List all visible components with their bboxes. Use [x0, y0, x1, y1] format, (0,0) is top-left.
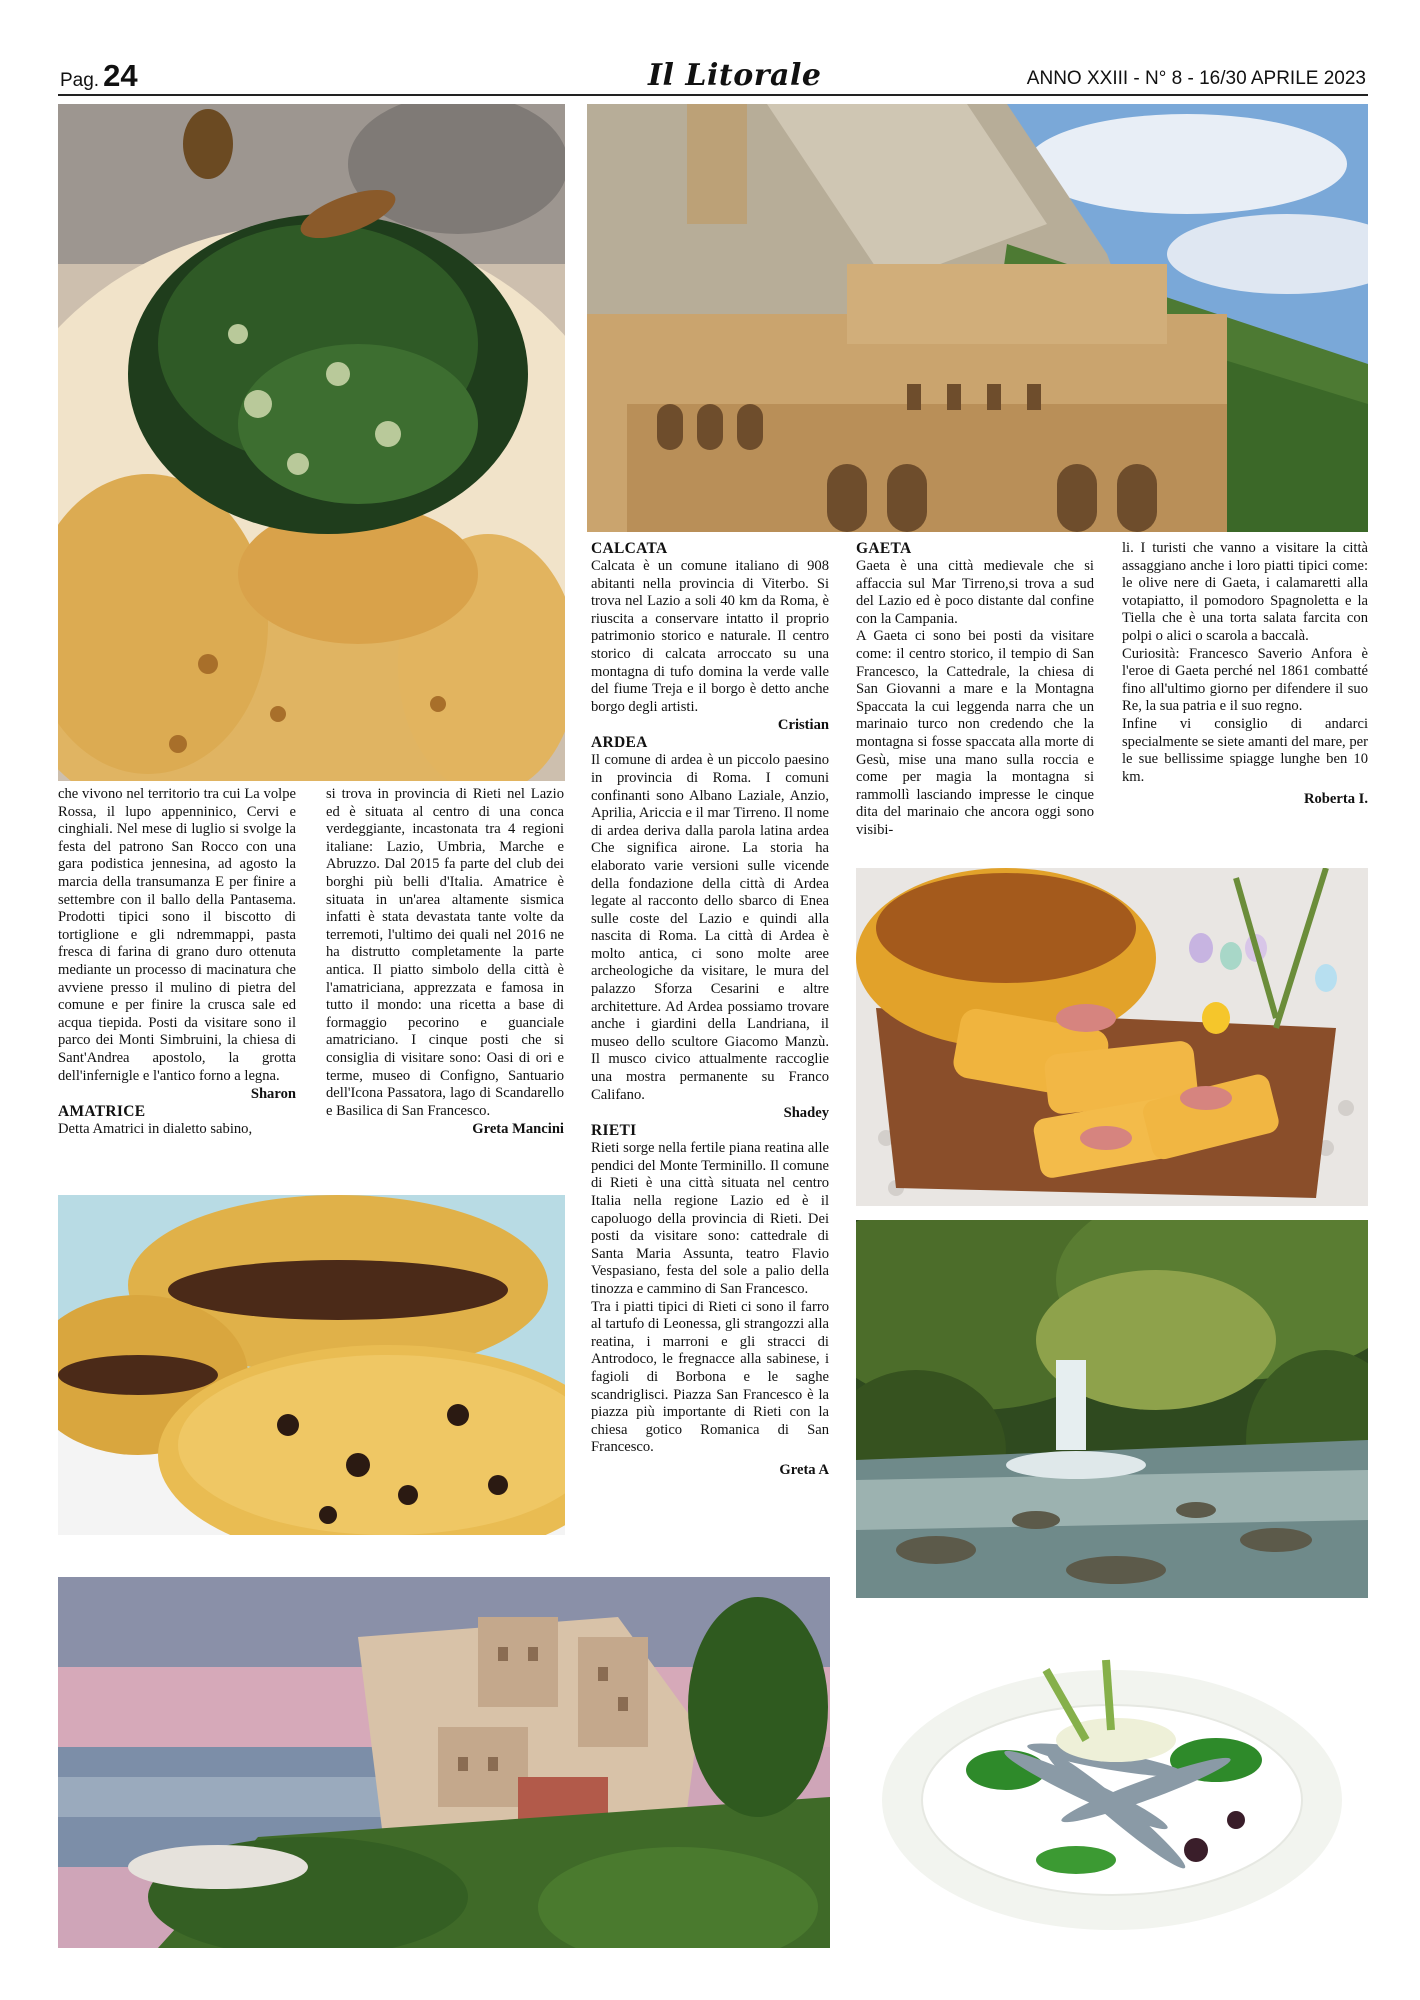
issue-info: ANNO XXIII - N° 8 - 16/30 APRILE 2023: [1026, 68, 1366, 89]
article-text: Infine vi consiglio di andarci specialmente se siete amanti del mare, per le sue bellissime spiagge lunghe ben 10 km.: [1122, 715, 1368, 785]
waterfall-river-photo: [856, 1220, 1368, 1598]
easter-bread-photo: [856, 868, 1368, 1206]
article-text: Tra i piatti tipici di Rieti ci sono il farro al tartufo di Leonessa, gli strangozzi alla reatina, i marroni e gli stracci di Antrodoco, le fregnacce alla sabinese, i fagioli di Borbona e le saghe scandriglisci. Piazza San Francesco è la piazza più importante di Rieti con la chiesa gotico Romanica di San Francesco.: [591, 1298, 829, 1456]
cookies-photo: [58, 1195, 565, 1565]
anchovy-dish-photo: [856, 1610, 1368, 1948]
section-heading-rieti: RIETI: [591, 1122, 637, 1140]
monastery-cliff-photo: [587, 104, 1368, 532]
section-heading-ardea: ARDEA: [591, 734, 648, 752]
article-column-5: [1122, 540, 1368, 808]
author-signature: Greta A: [779, 1461, 829, 1478]
article-column-1: [58, 786, 296, 1139]
article-text: Rieti sorge nella fertile piana reatina alle pendici del Monte Terminillo. Il comune di Rieti è una città situata nel centro Italia nella regione Lazio ed è il capoluogo della provincia di Rieti. Dei posti da visitare sono: cattedrale di Santa Maria Assunta, teatro Flavio Vespasiano, festa del sole a palio della tinozza e cammino di San Francesco.: [591, 1140, 829, 1297]
article-text: A Gaeta ci sono bei posti da visitare come: il centro storico, il tempio di San Francesco, la Cattedrale, la chiesa di San Giovanni a mare e la Montagna Spaccata la cui leggenda narra che un marinaio turco non credendo che la montagna si fosse spaccata alla morte di Gesù, mise una mano sulla roccia e come per magia la montagna si rammollì lasciando impresse le cinque dita del marinaio che ancora oggi sono visibi-: [856, 628, 1094, 838]
section-heading-gaeta: GAETA: [856, 540, 912, 557]
article-column-2: [326, 786, 564, 1138]
author-signature: Roberta I.: [1303, 791, 1368, 808]
section-heading-calcata: CALCATA: [591, 540, 668, 557]
section-heading-amatrice: AMATRICE: [58, 1103, 146, 1121]
article-text: Il comune di ardea è un piccolo paesino in provincia di Roma. I comuni confinanti sono Albano Laziale, Anzio, Aprilia, Ariccia e il mar Tirreno. Il nome di ardea deriva dalla parola latina ardea Che significa airone. La storia ha elaborato varie versioni sulle vicende della fondazione della città di Ardea legate al racconto dello sbarco di Enea sulle coste del Lazio e quindi alla nascita di Roma. La città di Ardea è molto antica, ci sono molte aree archeologiche da visitare, le mura del palazzo Sforza Cesarini e altre architetture. Ad Ardea possiamo trovare anche i giardini della Landriana, il museo dello scultore Giacomo Manzù. Il musco civico attualmente raccoglie una mostra permanente su Franco Califano.: [591, 752, 829, 1103]
article-text: Curiosità: Francesco Saverio Anfora è l'eroe di Gaeta perché nel 1861 combatté fino all'ultimo giorno per difendere il suo Re, la sua patria e il suo regno.: [1122, 645, 1368, 715]
page-header: [58, 56, 1368, 96]
article-text: si trova in provincia di Rieti nel Lazio ed è situata al centro di una conca verdeggiante, incastonata tra 4 regioni italiane: Lazio, Umbria, Marche e Abruzzo. Dal 2015 fa parte del club dei borghi più belli d'Italia. Amatrice è situata in un'area altamente sismica infatti è stata devastata tante volte da terremoti, l'ultimo dei quali nel 2016 ne ha distrutto completamente la parte antica. Il piatto simbolo della città è l'amatriciana, apprezzata e famosa in tutto il mondo: una ricetta a base di formaggio pecorino e guanciale amatriciano. I cinque posti che si consiglia di visitare sono: Oasi di ori e terme, museo di Configno, Santuario dell'Icona Passatora, lago di Scandarello e Basilica di San Francesco.: [326, 786, 564, 1119]
author-signature: Sharon: [250, 1086, 296, 1103]
article-text: che vivono nel territorio tra cui La volpe Rossa, il lupo appenninico, Cervi e cinghiali. Nel mese di luglio si svolge la festa del patrono San Rocco con una gara podistica jennesina, ad agosto la marcia della transumanza E per finire a settembre con il ballo della Pantasema. Prodotti tipici sono il biscotto di tortiglione e gli ndremmappi, pasta fresca di farina di grano duro ottenuta mediante un processo di macinatura che avviene presso il mulino di pietra del comune e per finire la crusca sale ed acqua tiepida. Posti da visitare sono il parco dei Monti Simbruini, la chiesa di Sant'Andrea apostolo, la grotta dell'infernigle e l'antico forno a legna.: [58, 786, 296, 1084]
author-signature: Shadey: [783, 1105, 829, 1122]
page-number: Pag. 24: [60, 58, 138, 93]
coastal-town-photo: [58, 1577, 830, 1948]
article-column-4: [856, 540, 1094, 840]
author-signature: Greta Mancini: [472, 1121, 564, 1138]
author-signature: Cristian: [777, 717, 829, 734]
newspaper-masthead: Il Litorale: [648, 58, 822, 93]
article-column-3: [591, 540, 829, 1479]
article-text: li. I turisti che vanno a visitare la città assaggiano anche i loro piatti tipici come: le olive nere di Gaeta, i calamaretti alla votapiatto, il pomodoro Spagnoletta e la Tiella che è una torta salata farcita con polpi o alici o scarola a baccalà.: [1122, 540, 1368, 644]
food-photo-greens-potatoes: [58, 104, 565, 781]
article-text: Calcata è un comune italiano di 908 abitanti nella provincia di Viterbo. Si trova nel Lazio a soli 40 km da Roma, è riuscita a conservare intatto il proprio patrimonio storico e naturale. Il centro storico di calcata arroccato su una montagna di tufo domina la verde valle del fiume Treja e il borgo è detto anche borgo degli artisti.: [591, 558, 829, 715]
article-text: Gaeta è una città medievale che si affaccia sul Mar Tirreno,si trova a sud del Lazio ed è poco distante dal confine con la Campania.: [856, 558, 1094, 627]
article-text: Detta Amatrici in dialetto sabino,: [58, 1121, 253, 1138]
